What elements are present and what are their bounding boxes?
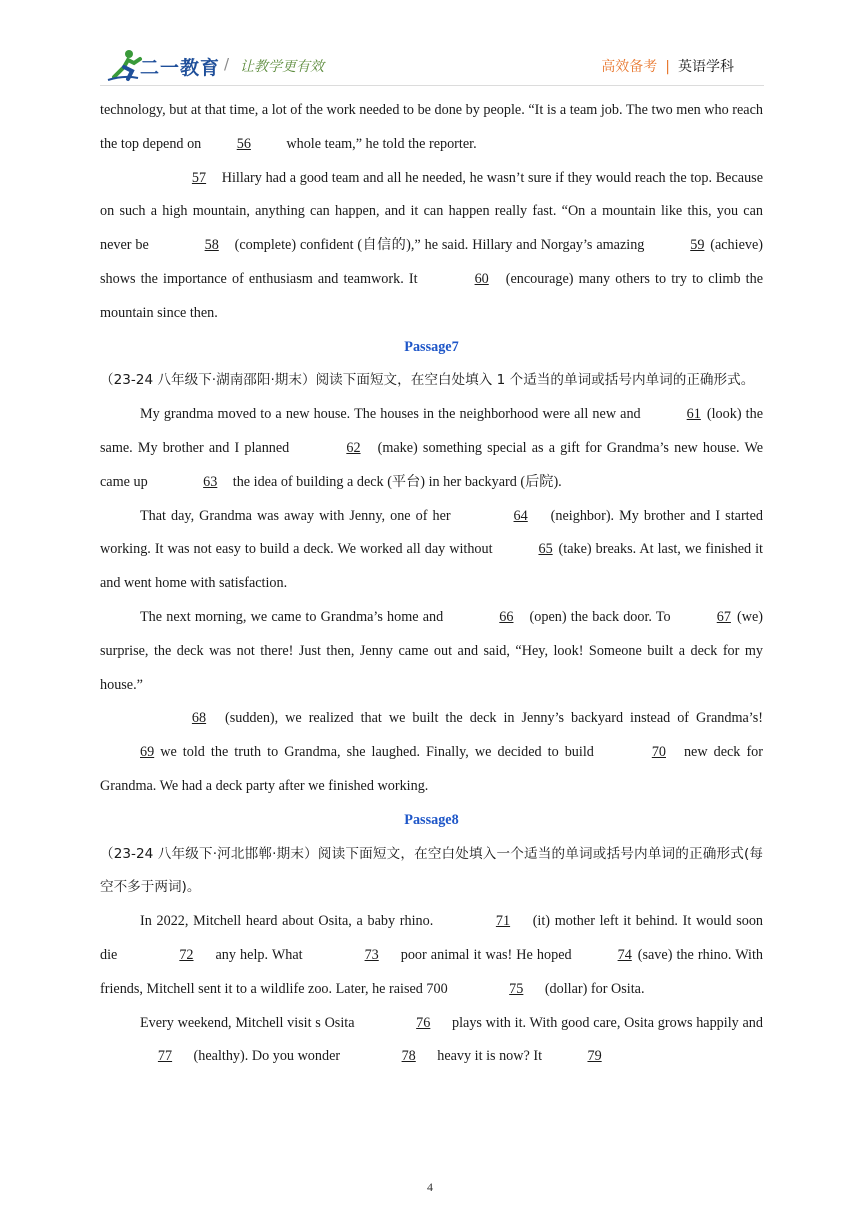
text: (save) the rhino. With friends, Mitchell sent it to a wildlife zoo. Later, he raised 700 [100, 946, 764, 997]
text: Every weekend, Mitchell visit s Osita [140, 1014, 359, 1031]
text: whole team,” he told the reporter. [282, 135, 477, 152]
document-body [100, 94, 763, 1074]
paragraph [100, 398, 763, 499]
text: (look) the same. My brother and I planned [100, 406, 763, 456]
blank-59: 59 [690, 237, 705, 254]
paragraph [100, 500, 763, 601]
text: In 2022, Mitchell heard about Osita, a baby rhino. [140, 913, 438, 930]
page-number: 4 [427, 1180, 433, 1194]
blank-69: 69 [140, 744, 155, 761]
blank-71: 71 [495, 913, 511, 930]
text: technology, but at that time, a lot of the work needed to be done by people. “It is a team job. The two men who reach the top depend on [100, 102, 763, 152]
text: heavy it is now? It [433, 1048, 546, 1065]
brand-name: 二一教育 [140, 57, 221, 79]
blank-70: 70 [651, 744, 666, 761]
page-header [0, 0, 860, 100]
text: My grandma moved to a new house. The houses in the neighborhood were all new and [140, 406, 645, 423]
text: That day, Grandma was away with Jenny, one of her [140, 507, 456, 524]
blank-72: 72 [179, 946, 194, 963]
header-subject [601, 56, 734, 76]
text: (open) the back door. To [525, 608, 675, 625]
text: any help. What [211, 946, 307, 963]
blank-64: 64 [513, 507, 528, 524]
blank-68: 68 [191, 710, 207, 727]
paragraph [100, 702, 763, 803]
header-separator: | [665, 59, 670, 75]
blank-66: 66 [499, 608, 514, 625]
passage-source: （23-24 八年级下·湖南邵阳·期末）阅读下面短文，在空白处填入 1 个适当的单词或括号内单词的正确形式。 [100, 372, 755, 389]
blank-62: 62 [346, 439, 361, 456]
text: (encourage) many others to try to climb the mountain since then. [100, 270, 763, 321]
paragraph [100, 162, 763, 331]
text: (it) mother left it behind. It would soon die [100, 913, 764, 963]
text: the idea of building a deck (平台) in her backyard (后院). [229, 473, 562, 490]
text: plays with it. With good care, Osita grows happily and [448, 1014, 763, 1031]
blank-65: 65 [538, 541, 553, 558]
paragraph [100, 905, 763, 1006]
paragraph [100, 601, 763, 702]
paragraph [100, 94, 763, 162]
blank-76: 76 [416, 1014, 431, 1031]
text: The next morning, we came to Grandma’s home and [140, 608, 448, 625]
header-subject-label: 英语学科 [678, 59, 734, 75]
paragraph [100, 1007, 763, 1075]
text: (healthy). Do you wonder [190, 1048, 344, 1065]
text: poor animal it was! He hoped [396, 946, 576, 963]
header-slash: / [224, 55, 230, 73]
blank-79: 79 [587, 1048, 602, 1065]
text: (neighbor). My brother and I started working. It was not easy to build a deck. We worked all day without [100, 507, 763, 558]
blank-56: 56 [236, 135, 251, 152]
text: (dollar) for Osita. [541, 980, 645, 997]
text: Hillary had a good team and all he needed, he wasn’t sure if they would reach the top. Because on such a high mountain, anything can happen, and it can happen really fast. “On a mountain like this, you can never be [100, 169, 763, 254]
header-divider [100, 85, 764, 86]
blank-57: 57 [191, 169, 207, 186]
text: (take) breaks. At last, we finished it and went home with satisfaction. [100, 541, 763, 592]
text: (sudden), we realized that we built the deck in Jenny’s backyard instead of Grandma’s! [218, 710, 763, 727]
brand-slogan: 让教学更有效 [240, 59, 324, 75]
text: (we) surprise, the deck was not there! Just then, Jenny came out and said, “Hey, look! Someone built a deck for my house.” [100, 608, 763, 693]
text: we told the truth to Grandma, she laughed. Finally, we decided to build [154, 744, 600, 761]
blank-75: 75 [509, 980, 524, 997]
blank-78: 78 [401, 1048, 416, 1065]
text: new deck for Grandma. We had a deck party after we finished working. [100, 744, 763, 794]
blank-67: 67 [716, 608, 731, 625]
text: (achieve) shows the importance of enthusiasm and teamwork. It [100, 237, 763, 287]
passage-title: Passage7 [404, 338, 459, 355]
blank-60: 60 [474, 270, 489, 287]
text: (complete) confident (自信的),” he said. Hillary and Norgay’s amazing [230, 237, 649, 254]
blank-61: 61 [686, 406, 701, 423]
passage-title: Passage8 [404, 811, 459, 828]
passage-source: （23-24 八年级下·河北邯郸·期末）阅读下面短文，在空白处填入一个适当的单词或括号内单词的正确形式(每空不多于两词)。 [100, 845, 763, 896]
blank-63: 63 [203, 473, 218, 490]
text: (make) something special as a gift for Grandma’s new house. We came up [100, 439, 763, 490]
blank-77: 77 [157, 1048, 173, 1065]
blank-58: 58 [204, 237, 219, 254]
blank-74: 74 [617, 946, 632, 963]
header-tag: 高效备考 [601, 59, 658, 75]
blank-73: 73 [364, 946, 379, 963]
